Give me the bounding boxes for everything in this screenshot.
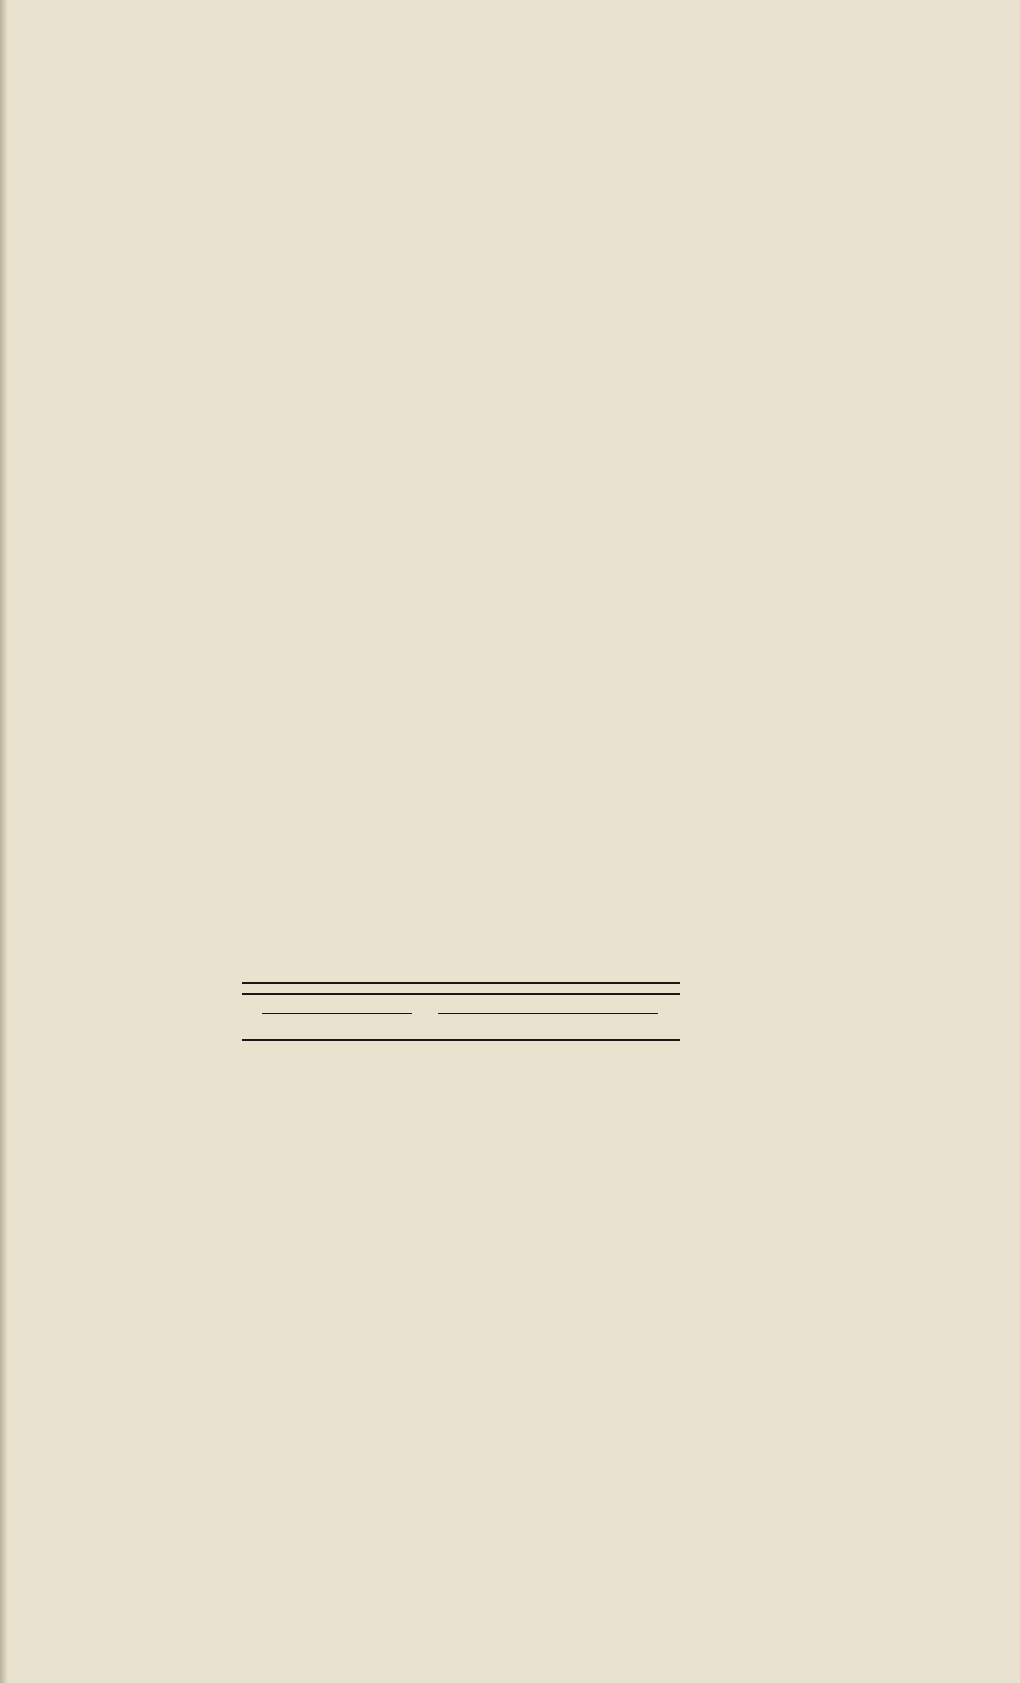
page-edge [0,0,8,1683]
table-bottom-rule [242,1039,680,1041]
table-title-rule [242,993,680,995]
table-top-rule [242,982,680,984]
export-table [242,982,680,1041]
header-underline [242,1013,680,1015]
